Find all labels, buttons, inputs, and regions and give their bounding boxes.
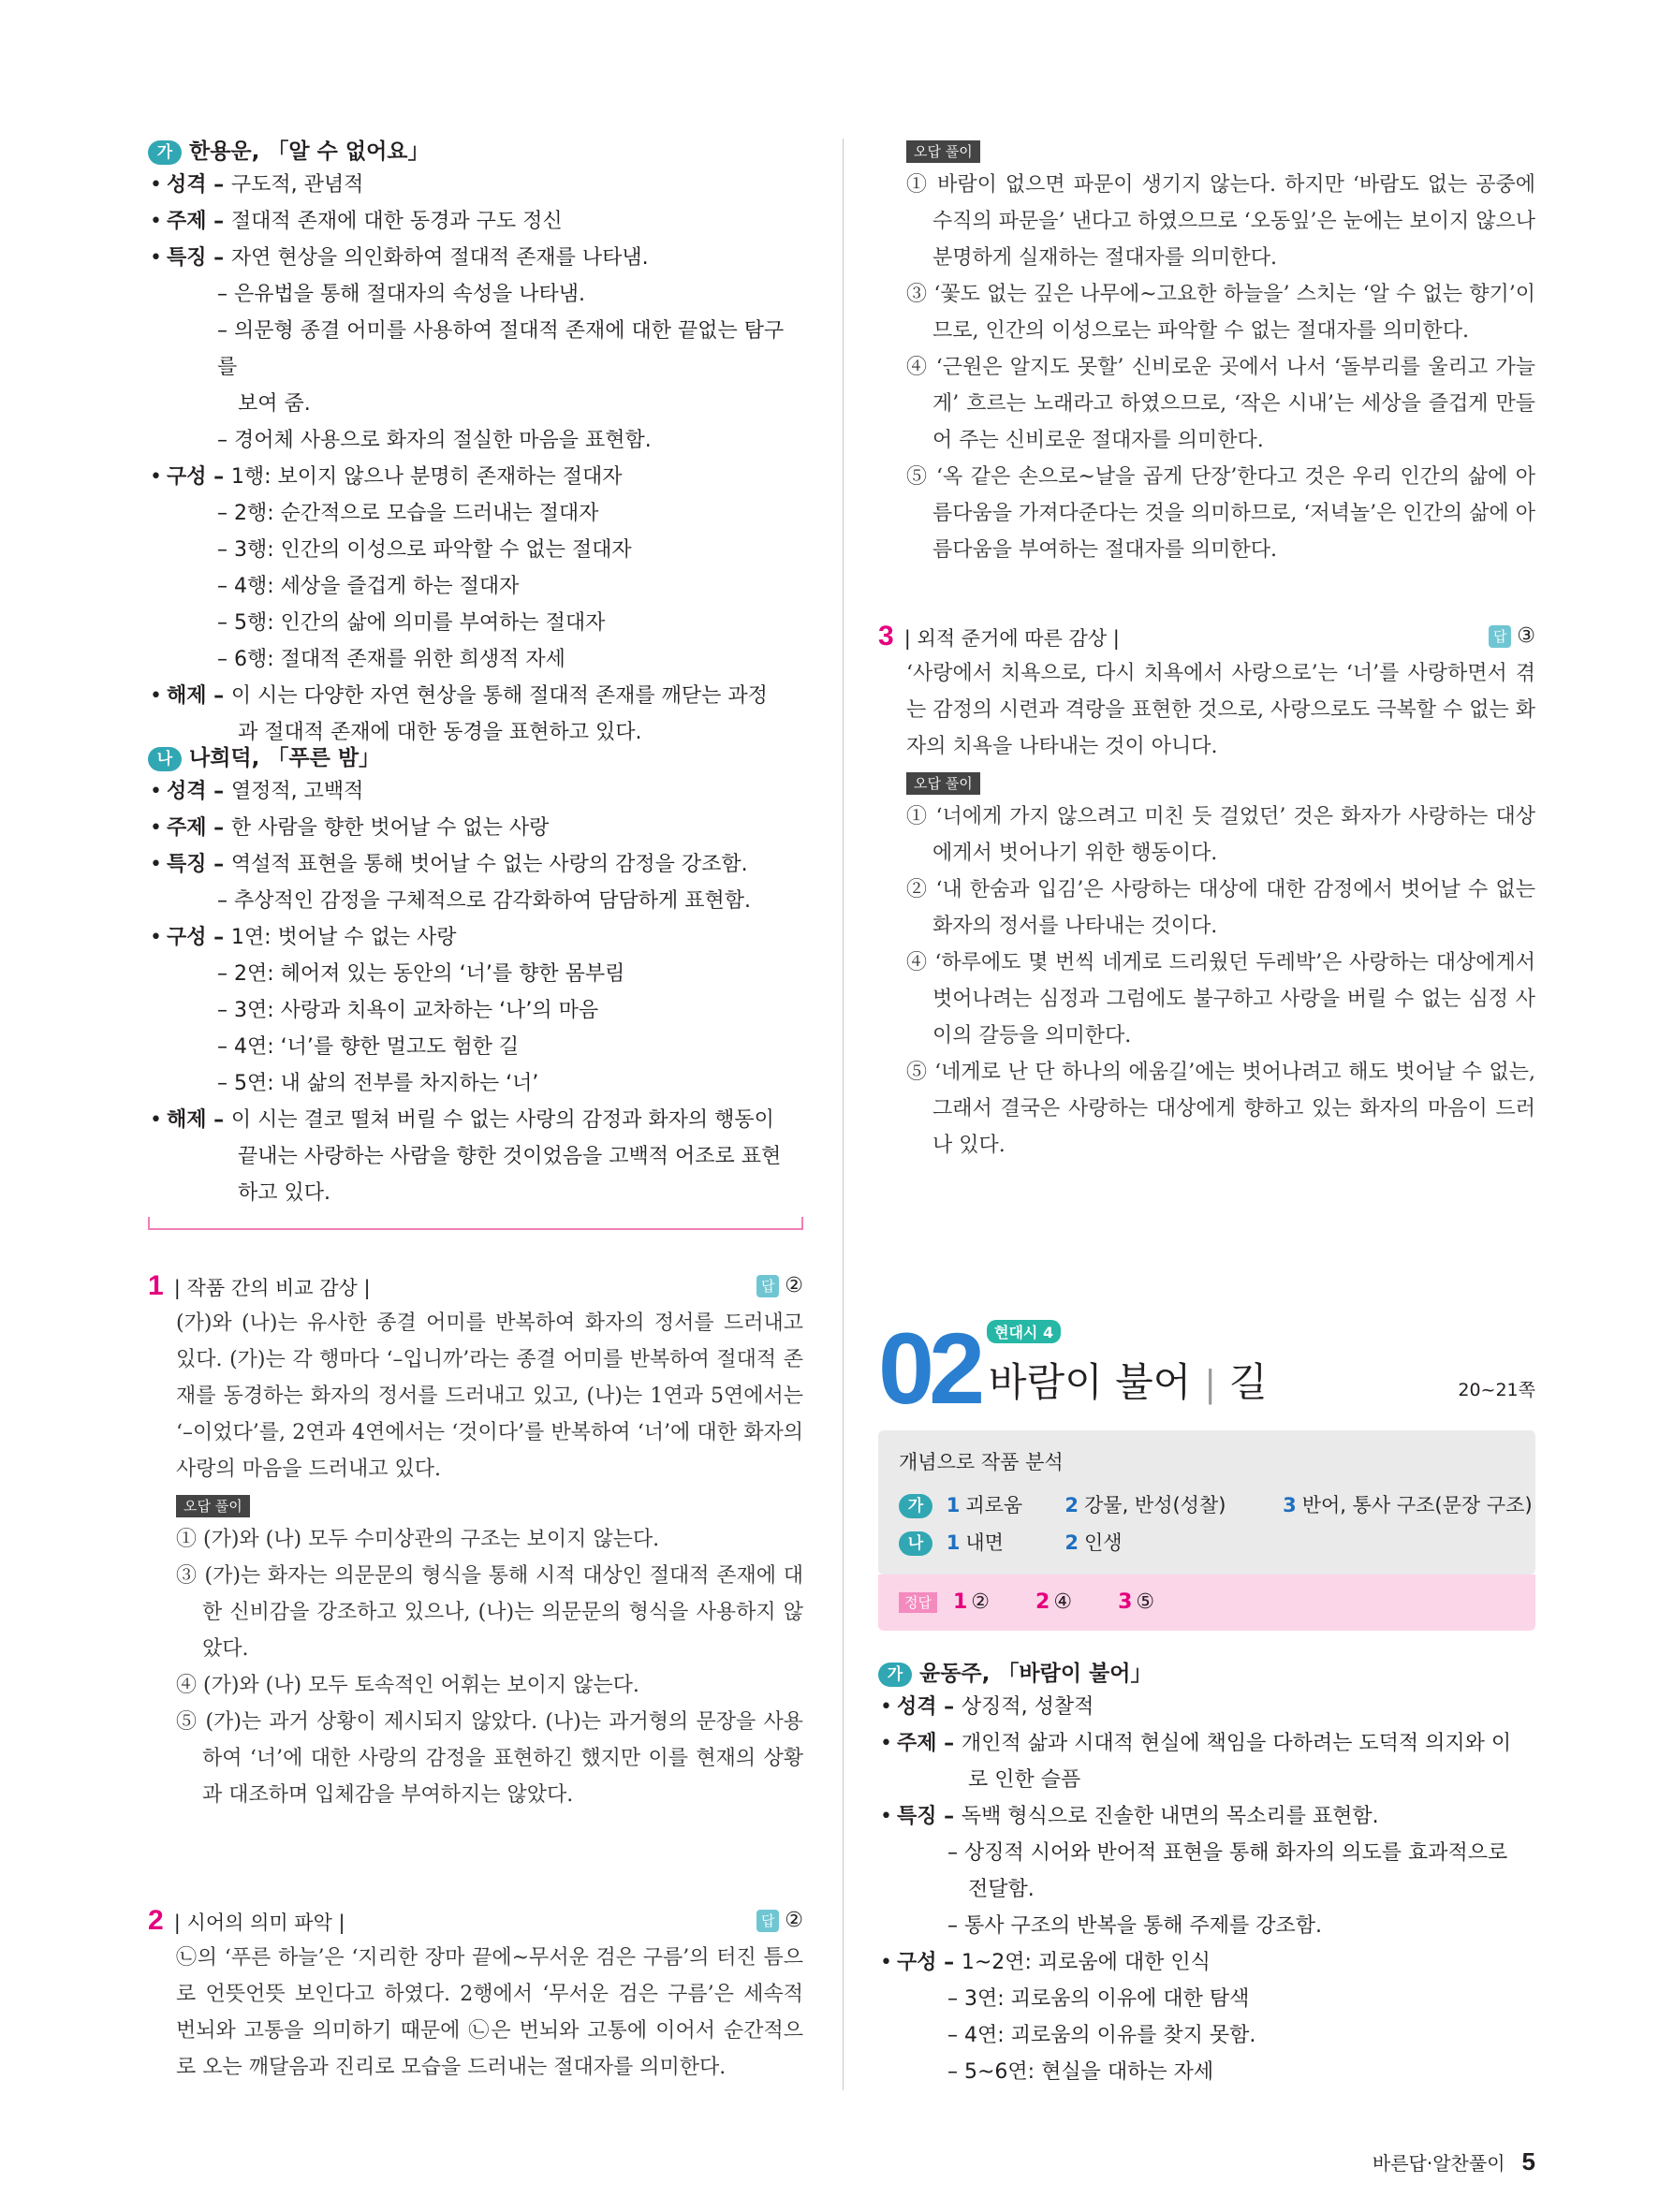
question-2-wrong-answer-label: 오답 풀이 — [906, 140, 980, 163]
analysis-item — [148, 240, 803, 276]
bullet-icon: • — [150, 1108, 162, 1132]
question-2-options — [878, 167, 1535, 568]
analysis-key: 특징 — [897, 1805, 937, 1828]
work-a-heading — [148, 137, 803, 167]
work-a-tag: 가 — [148, 140, 182, 165]
bullet-icon: • — [150, 684, 162, 708]
work-c-block — [878, 1659, 1535, 2090]
analysis-subline: – 은유법을 통해 절대자의 속성을 나타냄. — [217, 283, 585, 306]
wrong-answer-option: ③ ‘꽃도 없는 깊은 나무에~고요한 하늘을’ 스치는 ‘알 수 없는 향기’이므로, 인간의 이성으로는 파악할 수 없는 절대자를 의미한다. — [906, 283, 1535, 343]
work-c-heading — [878, 1659, 1535, 1689]
dash-separator: – — [206, 246, 231, 270]
analysis-subline: – 4행: 세상을 즐겁게 하는 절대자 — [217, 575, 520, 598]
concept-b-item: 2 인생 — [1064, 1531, 1123, 1554]
concept-row-a — [899, 1487, 1533, 1524]
answer-icon: 답 — [756, 1910, 779, 1932]
analysis-subline: – 5행: 인간의 삶에 의미를 부여하는 절대자 — [217, 611, 606, 635]
analysis-item — [878, 1725, 1535, 1762]
question-3-wrong-answer-label: 오답 풀이 — [906, 772, 980, 795]
bullet-icon: • — [880, 1732, 892, 1755]
analysis-key: 성격 — [167, 173, 207, 197]
concept-row-b-tag: 나 — [899, 1531, 932, 1556]
analysis-value: 1연: 벗어날 수 없는 사랑 — [230, 926, 457, 949]
analysis-continuation: 과 절대적 존재에 대한 동경을 표현하고 있다. — [238, 721, 642, 744]
wrong-answer-option: ⑤ (가)는 과거 상황이 제시되지 않았다. (나)는 과거형의 문장을 사용하여 ‘너’에 대한 사랑의 감정을 표현하긴 했지만 이를 현재의 상황과 대조하며 입체감을 부여하지는 않았다. — [176, 1710, 803, 1807]
answer-icon: 답 — [756, 1275, 779, 1297]
work-a-details — [148, 167, 803, 751]
analysis-subline: – 경어체 사용으로 화자의 절실한 마음을 표현함. — [217, 429, 652, 452]
analysis-value: 열정적, 고백적 — [230, 780, 364, 803]
wrong-answer-option: ④ (가)와 (나) 모두 토속적인 어휘는 보이지 않는다. — [176, 1674, 639, 1697]
question-3-header — [878, 618, 1535, 655]
work-b-block — [148, 743, 803, 1230]
answer-key-item: 1 ② — [952, 1590, 991, 1614]
analysis-value: 개인적 삶과 시대적 현실에 책임을 다하려는 도덕적 의지와 이 — [961, 1732, 1512, 1755]
analysis-item — [148, 846, 803, 883]
dash-separator: – — [206, 926, 231, 949]
analysis-subline: – 5연: 내 삶의 전부를 차지하는 ‘너’ — [217, 1072, 539, 1095]
question-3-explanation: ‘사랑에서 치욕으로, 다시 치욕에서 사랑으로’는 ‘너’를 사랑하면서 겪는 감정의 시련과 격랑을 표현한 것으로, 사랑으로도 극복할 수 없는 화자의 치욕을 나타내는 것이 아니다. — [906, 662, 1535, 758]
answer-key-item: 2 ④ — [1035, 1590, 1073, 1614]
wrong-answer-option: ⑤ ‘네게로 난 단 하나의 에움길’에는 벗어나려고 해도 벗어날 수 없는, 그래서 결국은 사랑하는 대상에게 향하고 있는 화자의 마음이 드러나 있다. — [906, 1061, 1535, 1157]
section-title-separator: | — [1204, 1363, 1217, 1404]
question-3-options — [878, 798, 1535, 1164]
wrong-answer-option: ④ ‘하루에도 몇 번씩 네게로 드리웠던 두레박’은 사랑하는 대상에게서 벗어나려는 심정과 그럼에도 불구하고 사랑을 버릴 수 없는 심정 사이의 갈등을 의미한다. — [906, 951, 1535, 1047]
analysis-subline: – 3연: 사랑과 치욕이 교차하는 ‘나’의 마음 — [217, 999, 599, 1022]
analysis-continuation: 보여 줌. — [238, 392, 311, 416]
analysis-item — [878, 1689, 1535, 1725]
analysis-subline: – 통사 구조의 반복을 통해 주제를 강조함. — [947, 1914, 1322, 1938]
analysis-value: 이 시는 결코 떨쳐 버릴 수 없는 사랑의 감정과 화자의 행동이 — [230, 1108, 774, 1132]
work-b-heading — [148, 743, 803, 773]
analysis-key: 성격 — [897, 1695, 937, 1719]
answer-icon: 답 — [1489, 625, 1511, 648]
analysis-value: 이 시는 다양한 자연 현상을 통해 절대적 존재를 깨닫는 과정 — [230, 684, 768, 708]
concept-a-item: 1 괴로움 — [946, 1494, 1023, 1516]
dash-separator: – — [206, 853, 231, 876]
answer-key-box — [878, 1575, 1535, 1631]
analysis-item — [878, 1798, 1535, 1835]
page-footer — [1373, 2147, 1535, 2176]
wrong-answer-option: ① 바람이 없으면 파문이 생기지 않는다. 하지만 ‘바람도 없는 공중에 수직의 파문을’ 낸다고 하였으므로 ‘오동잎’은 눈에는 보이지 않으나 분명하게 실재하는 절대자를 의미한다. — [906, 173, 1535, 270]
bullet-icon: • — [880, 1805, 892, 1828]
analysis-item — [148, 459, 803, 495]
section-title-b: 길 — [1229, 1359, 1268, 1405]
question-1-options — [148, 1521, 803, 1813]
work-b-title: 나희덕, 「푸른 밤」 — [189, 746, 381, 770]
concept-row-a-tag: 가 — [899, 1494, 932, 1518]
question-1-header — [148, 1267, 803, 1305]
analysis-continuation: 전달함. — [968, 1878, 1035, 1901]
question-1 — [148, 1267, 803, 1813]
work-b-tag: 나 — [148, 747, 182, 771]
page-number: 5 — [1521, 2147, 1535, 2175]
dash-separator: – — [206, 816, 231, 840]
wrong-answer-option: ④ ‘근원은 알지도 못할’ 신비로운 곳에서 나서 ‘돌부리를 울리고 가늘게’ 흐르는 노래라고 하였으므로, ‘작은 시내’는 세상을 즐겁게 만들어 주는 신비로운 절대자를 의미한다. — [906, 356, 1535, 452]
section-heading — [878, 1311, 1535, 1425]
bullet-icon: • — [150, 780, 162, 803]
answer-key-item: 3 ⑤ — [1118, 1590, 1155, 1614]
concept-a-item: 2 강물, 반성(성찰) — [1064, 1494, 1226, 1516]
analysis-subline: – 상징적 시어와 반어적 표현을 통해 화자의 의도를 효과적으로 — [947, 1841, 1508, 1865]
column-divider — [843, 139, 844, 2090]
analysis-subline: – 의문형 종결 어미를 사용하여 절대적 존재에 대한 끝없는 탐구를 — [217, 319, 785, 379]
section-pages: 20~21쪽 — [1458, 1380, 1535, 1400]
question-1-type: | 작품 간의 비교 감상 | — [173, 1277, 371, 1299]
analysis-subline: – 2행: 순간적으로 모습을 드러내는 절대자 — [217, 502, 599, 525]
wrong-answer-option: ② ‘내 한숨과 입김’은 사랑하는 대상에 대한 감정에서 벗어날 수 없는 화자의 정서를 나타내는 것이다. — [906, 878, 1535, 938]
section-title — [989, 1352, 1268, 1408]
concept-box — [878, 1430, 1535, 1631]
bullet-icon: • — [150, 210, 162, 233]
question-1-number: 1 — [148, 1270, 164, 1301]
bullet-icon: • — [150, 926, 162, 949]
work-c-details — [878, 1689, 1535, 2090]
analysis-key: 해제 — [167, 684, 207, 708]
section-badge: 현대시 4 — [987, 1320, 1061, 1343]
analysis-value: 절대적 존재에 대한 동경과 구도 정신 — [230, 210, 563, 233]
dash-separator: – — [206, 173, 231, 197]
analysis-subline: – 추상적인 감정을 구체적으로 감각화하여 담담하게 표현함. — [217, 889, 752, 913]
question-2-header — [148, 1902, 803, 1940]
analysis-key: 해제 — [167, 1108, 207, 1132]
analysis-value: 상징적, 성찰적 — [961, 1695, 1094, 1719]
bullet-icon: • — [150, 173, 162, 197]
wrong-answer-option: ③ (가)는 화자는 의문문의 형식을 통해 시적 대상인 절대적 존재에 대한 신비감을 강조하고 있으나, (나)는 의문문의 형식을 사용하지 않았다. — [176, 1564, 803, 1661]
analysis-item — [148, 203, 803, 240]
analysis-key: 주제 — [897, 1732, 937, 1755]
question-2-explanation: ㉡의 ‘푸른 하늘’은 ‘지리한 장마 끝에~무서운 검은 구름’의 터진 틈으로 언뜻언뜻 보인다고 하였다. 2행에서 ‘무서운 검은 구름’은 세속적 번뇌와 고통을 의미하기 때문에 ㉡은 번뇌와 고통에 이어서 순간적으로 오는 깨달음과 진리로 모습을 드러내는 절대자를 의미한다. — [176, 1946, 803, 2079]
analysis-item — [148, 678, 803, 714]
question-2-type: | 시어의 의미 파악 | — [173, 1912, 345, 1934]
dash-separator: – — [206, 780, 231, 803]
question-3 — [878, 618, 1535, 1164]
dash-separator: – — [936, 1732, 962, 1755]
question-2-answer-value: ② — [785, 1909, 803, 1932]
analysis-item — [148, 810, 803, 846]
analysis-key: 구성 — [167, 926, 207, 949]
question-1-answer-value: ② — [785, 1274, 803, 1297]
wrong-answer-option: ① (가)와 (나) 모두 수미상관의 구조는 보이지 않는다. — [176, 1528, 660, 1551]
analysis-item — [148, 919, 803, 956]
analysis-subline: – 4연: 괴로움의 이유를 찾지 못함. — [947, 2024, 1256, 2047]
analysis-key: 특징 — [167, 853, 207, 876]
analysis-key: 성격 — [167, 780, 207, 803]
concept-row-b — [899, 1524, 1515, 1561]
analysis-value: 1행: 보이지 않으나 분명히 존재하는 절대자 — [230, 465, 623, 489]
wrong-answer-option: ① ‘너에게 가지 않으려고 미친 듯 걸었던’ 것은 화자가 사랑하는 대상에게서 벗어나기 위한 행동이다. — [906, 805, 1535, 865]
question-3-answer-value: ③ — [1517, 624, 1535, 648]
analysis-value: 1~2연: 괴로움에 대한 인식 — [961, 1951, 1211, 1974]
footer-label: 바른답·알찬풀이 — [1372, 2152, 1505, 2175]
concept-box-title: 개념으로 작품 분석 — [899, 1451, 1064, 1473]
concept-b-item: 1 내면 — [946, 1531, 1004, 1554]
question-2-wrong-answers — [878, 140, 1535, 568]
question-2 — [148, 1902, 803, 2086]
section-title-a: 바람이 불어 — [989, 1359, 1192, 1405]
question-1-wrong-answer-label: 오답 풀이 — [176, 1495, 250, 1517]
analysis-subline: – 6행: 절대적 존재를 위한 희생적 자세 — [217, 648, 565, 671]
analysis-key: 구성 — [167, 465, 207, 489]
analysis-continuation: 로 인한 슬픔 — [968, 1768, 1081, 1792]
dash-separator: – — [936, 1695, 962, 1719]
concept-analysis-box — [878, 1430, 1535, 1575]
analysis-subline: – 2연: 헤어져 있는 동안의 ‘너’를 향한 몸부림 — [217, 962, 625, 986]
section-number: 02 — [878, 1311, 980, 1425]
bullet-icon: • — [150, 465, 162, 489]
analysis-key: 구성 — [897, 1951, 937, 1974]
dash-separator: – — [206, 210, 231, 233]
analysis-item — [148, 773, 803, 810]
analysis-subline: – 5~6연: 현실을 대하는 자세 — [947, 2060, 1214, 2084]
dash-separator: – — [206, 465, 231, 489]
work-b-details — [148, 773, 803, 1211]
dash-separator: – — [206, 1108, 231, 1132]
question-2-answer — [756, 1902, 803, 1940]
concept-a-item: 3 반어, 통사 구조(문장 구조) — [1283, 1494, 1533, 1516]
analysis-value: 역설적 표현을 통해 벗어날 수 없는 사랑의 감정을 강조함. — [230, 853, 748, 876]
work-c-title: 윤동주, 「바람이 불어」 — [919, 1662, 1152, 1686]
analysis-item — [148, 1102, 803, 1138]
bullet-icon: • — [150, 853, 162, 876]
analysis-item — [878, 1944, 1535, 1981]
work-c-tag: 가 — [878, 1663, 912, 1687]
wrong-answer-option: ⑤ ‘옥 같은 손으로~날을 곱게 단장’한다고 것은 우리 인간의 삶에 아름다움을 가져다준다는 것을 의미하므로, ‘저녁놀’은 인간의 삶에 아름다움을 부여하는 절대자를 의미한다. — [906, 465, 1535, 562]
analysis-key: 주제 — [167, 816, 207, 840]
question-2-number: 2 — [148, 1905, 164, 1936]
question-1-answer — [756, 1267, 803, 1305]
analysis-item — [148, 167, 803, 203]
bullet-icon: • — [150, 816, 162, 840]
analysis-value: 자연 현상을 의인화하여 절대적 존재를 나타냄. — [230, 246, 649, 270]
analysis-subline: – 3행: 인간의 이성으로 파악할 수 없는 절대자 — [217, 538, 632, 562]
question-3-type: | 외적 준거에 따른 감상 | — [903, 627, 1120, 650]
dash-separator: – — [936, 1951, 962, 1974]
bullet-icon: • — [880, 1951, 892, 1974]
question-1-explanation: (가)와 (나)는 유사한 종결 어미를 반복하여 화자의 정서를 드러내고 있다. (가)는 각 행마다 ‘–입니까’라는 종결 어미를 반복하여 절대적 존재를 동경하는 화자의 정서를 드러내고 있고, (나)는 1연과 5연에서는 ‘–이었다’를, 2연과 4연에서는 ‘것이다’를 반복하여 ‘너’에 대한 화자의 사랑의 마음을 드러내고 있다. — [176, 1311, 803, 1481]
work-a-block — [148, 137, 803, 751]
work-a-title: 한용운, 「알 수 없어요」 — [189, 139, 430, 164]
question-3-answer — [1489, 618, 1535, 655]
answer-key-label: 정답 — [899, 1592, 937, 1613]
question-3-number: 3 — [878, 621, 894, 652]
analysis-key: 주제 — [167, 210, 207, 233]
analysis-subline: – 4연: ‘너’를 향한 멀고도 험한 길 — [217, 1035, 520, 1059]
dash-separator: – — [206, 684, 231, 708]
analysis-value: 구도적, 관념적 — [230, 173, 364, 197]
analysis-continuation: 하고 있다. — [238, 1181, 330, 1205]
section-end-bracket — [148, 1217, 803, 1230]
dash-separator: – — [936, 1805, 962, 1828]
bullet-icon: • — [880, 1695, 892, 1719]
analysis-subline: – 3연: 괴로움의 이유에 대한 탐색 — [947, 1987, 1250, 2011]
analysis-value: 한 사람을 향한 벗어날 수 없는 사랑 — [230, 816, 550, 840]
analysis-key: 특징 — [167, 246, 207, 270]
analysis-value: 독백 형식으로 진솔한 내면의 목소리를 표현함. — [961, 1805, 1379, 1828]
analysis-continuation: 끝내는 사랑하는 사람을 향한 것이었음을 고백적 어조로 표현 — [238, 1145, 782, 1168]
bullet-icon: • — [150, 246, 162, 270]
